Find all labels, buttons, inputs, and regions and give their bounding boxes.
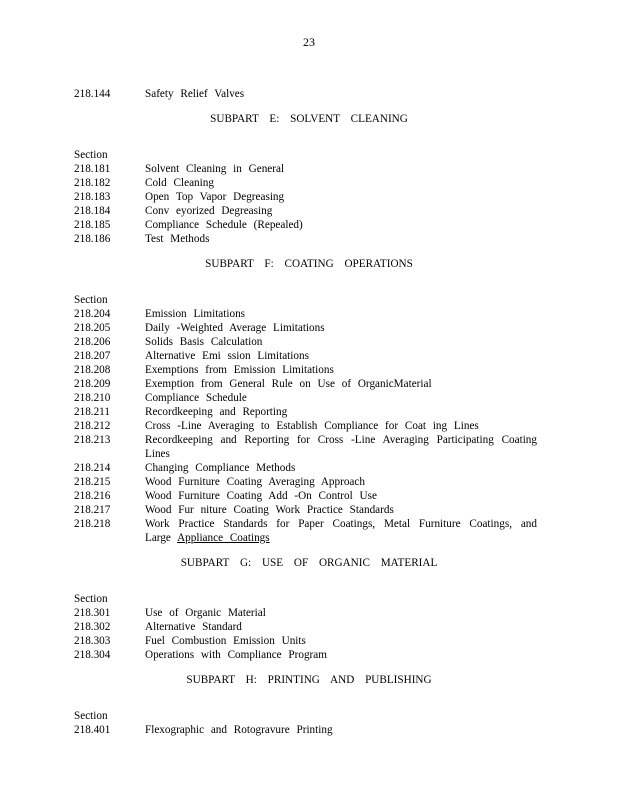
section-title: Solids Basis Calculation: [145, 336, 263, 348]
section-title: Fuel Combustion Emission Units: [145, 635, 306, 647]
section-title: Alternative Standard: [145, 621, 242, 633]
toc-entry: [0, 363, 618, 377]
section-number: 218.183: [74, 191, 111, 203]
section-number: 218.214: [74, 462, 111, 474]
toc-entry: [0, 307, 618, 321]
section-label: Section: [74, 710, 108, 722]
subpart-heading: SUBPART E: SOLVENT CLEANING: [210, 113, 408, 125]
toc-entry: [0, 433, 618, 461]
section-title-text: Work Practice Standards for Paper Coatings, Metal Furniture Coatings, and Large: [145, 518, 537, 544]
section-title: Use of Organic Material: [145, 607, 266, 619]
section-label: Section: [74, 294, 108, 306]
section-number: 218.184: [74, 205, 111, 217]
section-number: 218.212: [74, 420, 111, 432]
section-label: Section: [74, 593, 108, 605]
toc-entry: [0, 503, 618, 517]
section-title: Wood Furniture Coating Add -On Control Use: [145, 490, 377, 502]
section-title: [145, 517, 537, 545]
toc-entry: [0, 87, 618, 101]
section-title: Changing Compliance Methods: [145, 462, 296, 474]
section-number: 218.208: [74, 364, 111, 376]
section-title: Cold Cleaning: [145, 177, 214, 189]
section-number: 218.186: [74, 233, 111, 245]
section-title: Solvent Cleaning in General: [145, 163, 285, 175]
subpart-heading: SUBPART F: COATING OPERATIONS: [205, 258, 413, 270]
section-number: 218.302: [74, 621, 111, 633]
section-number: 218.216: [74, 490, 111, 502]
section-number: 218.304: [74, 649, 111, 661]
section-number: 218.215: [74, 476, 111, 488]
section-number: 218.301: [74, 607, 111, 619]
section-title: Alternative Emi ssion Limitations: [145, 350, 309, 362]
section-title: Recordkeeping and Reporting for Cross -Line Averaging Participating Coating Lines: [145, 434, 537, 460]
section-number: 218.205: [74, 322, 111, 334]
section-number: 218.185: [74, 219, 111, 231]
toc-entry: [0, 204, 618, 218]
section-number: 218.218: [74, 518, 111, 530]
section-title: Cross -Line Averaging to Establish Compliance for Coat ing Lines: [145, 420, 479, 432]
toc-entry: [0, 162, 618, 176]
toc-entry: [0, 634, 618, 648]
toc-entry: [0, 176, 618, 190]
toc-entry: [0, 218, 618, 232]
toc-entry: [0, 349, 618, 363]
section-number: 218.303: [74, 635, 111, 647]
table-of-contents: [0, 87, 618, 737]
section-title: Compliance Schedule: [145, 392, 247, 404]
subpart-heading: SUBPART H: PRINTING AND PUBLISHING: [186, 674, 432, 686]
toc-entry: [0, 489, 618, 503]
section-title: Recordkeeping and Reporting: [145, 406, 288, 418]
section-title: Open Top Vapor Degreasing: [145, 191, 285, 203]
section-number: 218.182: [74, 177, 111, 189]
section-title: Conv eyorized Degreasing: [145, 205, 273, 217]
subpart-heading: SUBPART G: USE OF ORGANIC MATERIAL: [180, 557, 438, 569]
section-number: 218.210: [74, 392, 111, 404]
section-number: 218.213: [74, 434, 111, 446]
underlined-title-text: Appliance Coatings: [177, 532, 270, 544]
toc-entry: [0, 377, 618, 391]
section-title: Exemption from General Rule on Use of OrganicMaterial: [145, 378, 432, 390]
section-number: 218.211: [74, 406, 110, 418]
section-number: 218.217: [74, 504, 111, 516]
toc-entry: [0, 723, 618, 737]
toc-entry: [0, 517, 618, 545]
page-number: 23: [303, 35, 315, 49]
section-number: 218.206: [74, 336, 111, 348]
section-label: Section: [74, 149, 108, 161]
section-number: 218.401: [74, 724, 111, 736]
toc-entry: [0, 475, 618, 489]
toc-entry: [0, 620, 618, 634]
section-title: Exemptions from Emission Limitations: [145, 364, 334, 376]
section-number: 218.204: [74, 308, 111, 320]
toc-entry: [0, 391, 618, 405]
section-title: Daily -Weighted Average Limitations: [145, 322, 325, 334]
toc-entry: [0, 606, 618, 620]
section-title: Emission Limitations: [145, 308, 246, 320]
toc-entry: [0, 461, 618, 475]
toc-entry: [0, 321, 618, 335]
section-title: Operations with Compliance Program: [145, 649, 327, 661]
toc-entry: [0, 335, 618, 349]
section-number: 218.144: [74, 88, 111, 100]
section-title: Test Methods: [145, 233, 210, 245]
section-number: 218.207: [74, 350, 111, 362]
section-title: Wood Furniture Coating Averaging Approach: [145, 476, 365, 488]
section-number: 218.209: [74, 378, 111, 390]
toc-entry: [0, 648, 618, 662]
toc-entry: [0, 190, 618, 204]
section-number: 218.181: [74, 163, 111, 175]
section-title: Wood Fur niture Coating Work Practice Standards: [145, 504, 394, 516]
toc-entry: [0, 405, 618, 419]
section-title: Compliance Schedule (Repealed): [145, 219, 303, 231]
section-title: Safety Relief Valves: [145, 88, 245, 100]
toc-entry: [0, 232, 618, 246]
toc-entry: [0, 419, 618, 433]
section-title: Flexographic and Rotogravure Printing: [145, 724, 333, 736]
